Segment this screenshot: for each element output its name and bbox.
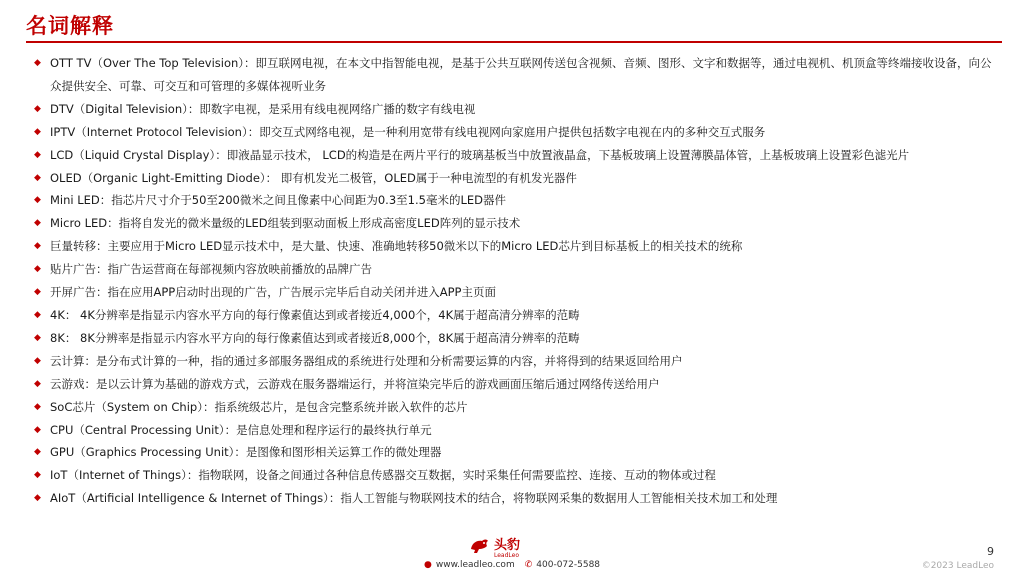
term-item [34,487,994,510]
diamond-bullet-icon: ◆ [34,401,41,412]
phone-icon: ✆ [524,560,533,570]
term-text: LCD（Liquid Crystal Display）：即液晶显示技术， LCD的构造是在两片平行的玻璃基板当中放置液晶盒，下基板玻璃上设置薄膜晶体管，上基板玻璃上设置彩色滤光片 [50,147,910,162]
term-text: OLED（Organic Light-Emitting Diode）： 即有机发光二极管，OLED属于一种电流型的有机发光器件 [50,170,577,185]
term-text: 8K： 8K分辨率是指显示内容水平方向的每行像素值达到或者接近8,000个，8K属于超高清分辨率的范畴 [50,330,580,345]
logo-subtext: LeadLeo [494,551,520,559]
term-text: 4K： 4K分辨率是指显示内容水平方向的每行像素值达到或者接近4,000个，4K属于超高清分辨率的范畴 [50,307,580,322]
diamond-bullet-icon: ◆ [34,378,41,389]
term-item [34,144,994,167]
footer-contact [424,560,600,570]
page-number: 9 [987,545,994,558]
term-item [34,464,994,487]
logo-text: 头豹 [494,537,521,553]
diamond-bullet-icon: ◆ [34,126,41,137]
term-item [34,327,994,350]
term-item [34,167,994,190]
diamond-bullet-icon: ◆ [34,241,41,252]
term-item [34,281,994,304]
diamond-bullet-icon: ◆ [34,424,41,435]
diamond-bullet-icon: ◆ [34,58,41,68]
term-text: DTV（Digital Television）：即数字电视，是采用有线电视网络广播的数字有线电视 [50,101,476,116]
leadleo-logo [468,534,520,558]
term-item [34,419,994,442]
term-text: AIoT（Artificial Intelligence & Internet of Things）：指人工智能与物联网技术的结合，将物联网采集的数据用人工智能相关技术加工和处理 [50,491,778,506]
term-text: Mini LED：指芯片尺寸介于50至200微米之间且像素中心间距为0.3至1.5毫米的LED器件 [50,193,506,208]
term-item [34,258,994,281]
term-item [34,304,994,327]
term-text: IoT（Internet of Things）：指物联网，设备之间通过各种信息传感器交互数据，实时采集任何需要监控、连接、互动的物体或过程 [50,468,716,483]
term-text: GPU（Graphics Processing Unit）：是图像和图形相关运算工作的微处理器 [50,445,442,460]
page-title: 名词解释 [26,14,114,38]
diamond-bullet-icon: ◆ [34,172,41,183]
term-item [34,189,994,212]
term-text: OTT TV（Over The Top Television）：即互联网电视，在本文中指智能电视，是基于公共互联网传送包含视频、音频、图形、文字和数据等，通过电视机、机顶盒等终端接收设备，向公众提供安全、可靠、可交互和可管理的多媒体视听业务 [50,56,992,93]
term-item [34,98,994,121]
phone-number: 400-072-5588 [536,560,601,570]
term-item [34,52,994,98]
term-text: 云计算：是分布式计算的一种，指的通过多部服务器组成的系统进行处理和分析需要运算的内容，并将得到的结果返回给用户 [50,353,683,368]
term-text: 云游戏：是以云计算为基础的游戏方式，云游戏在服务器端运行，并将渲染完毕后的游戏画面压缩后通过网络传送给用户 [50,376,660,391]
term-text: 开屏广告：指在应用APP启动时出现的广告，广告展示完毕后自动关闭并进入APP主页面 [50,285,496,300]
term-text: SoC芯片（System on Chip）：指系统级芯片，是包含完整系统并嵌入软件的芯片 [50,399,468,414]
term-text: 巨量转移：主要应用于Micro LED显示技术中，是大量、快速、准确地转移50微米以下的Micro LED芯片到目标基板上的相关技术的统称 [50,239,743,254]
diamond-bullet-icon: ◆ [34,355,41,366]
term-list [34,52,994,510]
term-item [34,212,994,235]
diamond-bullet-icon: ◆ [34,264,41,275]
diamond-bullet-icon: ◆ [34,218,41,229]
diamond-bullet-icon: ◆ [34,447,41,458]
term-text: CPU（Central Processing Unit）：是信息处理和程序运行的最终执行单元 [50,422,432,437]
diamond-bullet-icon: ◆ [34,493,41,504]
term-item [34,441,994,464]
diamond-bullet-icon: ◆ [34,149,41,160]
term-text: 贴片广告：指广告运营商在每部视频内容放映前播放的品牌广告 [50,262,372,277]
diamond-bullet-icon: ◆ [34,287,41,298]
diamond-bullet-icon: ◆ [34,309,41,320]
copyright: ©2023 LeadLeo [921,561,994,571]
term-item [34,396,994,419]
term-item [34,121,994,144]
term-item [34,350,994,373]
term-item [34,373,994,396]
diamond-bullet-icon: ◆ [34,195,41,206]
website-link[interactable]: www.leadleo.com [435,560,515,570]
term-text: Micro LED：指将自发光的微米量级的LED组装到驱动面板上形成高密度LED阵列的显示技术 [50,216,521,231]
diamond-bullet-icon: ◆ [34,332,41,343]
diamond-bullet-icon: ◆ [34,103,41,114]
term-text: IPTV（Internet Protocol Television）：即交互式网络电视，是一种利用宽带有线电视网向家庭用户提供包括数字电视在内的多种交互式服务 [50,124,766,139]
globe-icon: ● [424,560,432,570]
term-item [34,235,994,258]
title-divider [26,41,1002,43]
leopard-logo-icon [468,535,490,557]
diamond-bullet-icon: ◆ [34,470,41,481]
